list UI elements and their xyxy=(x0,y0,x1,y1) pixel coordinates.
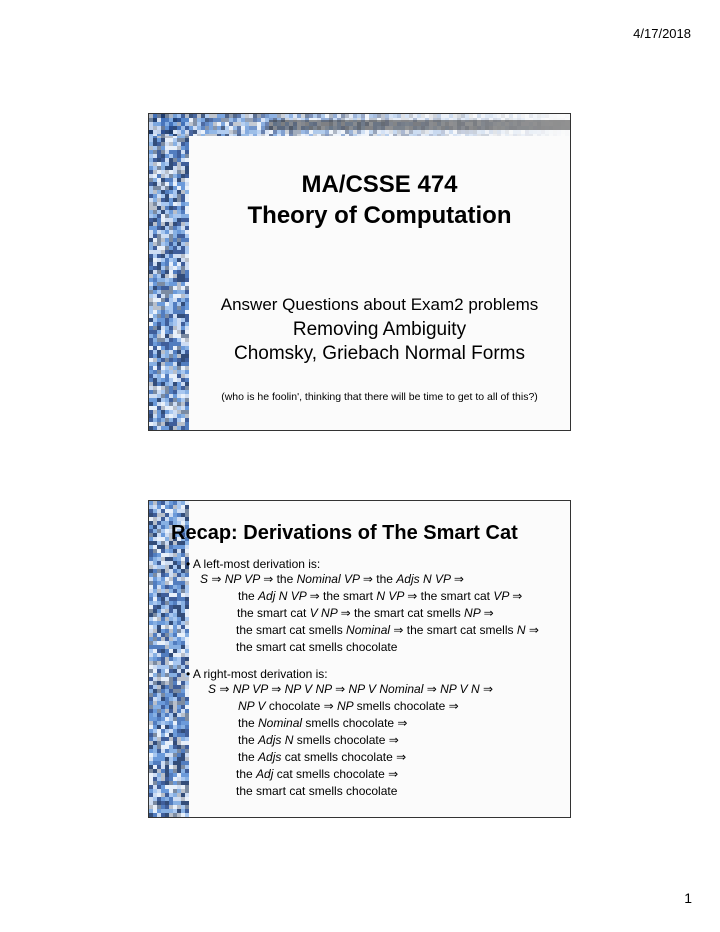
symbol-term: NP xyxy=(333,699,357,713)
symbol-term: NP V N xyxy=(436,682,484,696)
symbol-term: Nominal xyxy=(346,623,394,637)
derivation-arrow: ⇒ xyxy=(396,750,407,764)
slide-body xyxy=(149,501,570,817)
slide-note: (who is he foolin', thinking that there will be time to get to all of this?) xyxy=(221,391,538,403)
derivation-arrow: ⇒ xyxy=(219,682,230,696)
derivation-arrow: ⇒ xyxy=(453,572,464,586)
symbol-term: NP V Nominal xyxy=(345,682,427,696)
symbol-term: N xyxy=(516,623,529,637)
word-term: the xyxy=(238,733,259,747)
derivation-arrow: ⇒ xyxy=(407,589,418,603)
word-term: the xyxy=(372,572,397,586)
word-term: the smart cat smells chocolate xyxy=(236,784,398,798)
topic-normal-forms: Chomsky, Griebach Normal Forms xyxy=(233,343,526,364)
topic-exam: Answer Questions about Exam2 problems xyxy=(220,295,539,314)
symbol-term: N VP xyxy=(376,589,408,603)
symbol-term: Adj N VP xyxy=(258,589,310,603)
symbol-term: Adjs xyxy=(258,750,285,764)
derivation-arrow: ⇒ xyxy=(340,606,351,620)
word-term: the xyxy=(236,767,257,781)
title-slide xyxy=(148,113,571,431)
symbol-term: VP xyxy=(493,589,513,603)
derivation-arrow: ⇒ xyxy=(309,589,320,603)
derivation-arrow: ⇒ xyxy=(512,589,523,603)
derivation-arrow: ⇒ xyxy=(483,606,494,620)
derivation-line xyxy=(200,572,464,587)
symbol-term: Nominal VP xyxy=(296,572,363,586)
derivation-arrow: ⇒ xyxy=(263,572,274,586)
derivation-line xyxy=(236,623,539,638)
word-term: cat smells chocolate xyxy=(284,750,397,764)
word-term: the smart cat smells chocolate xyxy=(236,640,398,654)
symbol-term: NP xyxy=(464,606,484,620)
word-term: smells chocolate xyxy=(305,716,398,730)
derivation-arrow: ⇒ xyxy=(362,572,373,586)
word-term: smells chocolate xyxy=(356,699,449,713)
word-term: the smart cat xyxy=(237,606,310,620)
page-date: 4/17/2018 xyxy=(633,26,691,41)
derivation-line xyxy=(238,750,406,765)
topic-ambiguity: Removing Ambiguity xyxy=(292,319,467,340)
derivation-arrow: ⇒ xyxy=(271,682,282,696)
derivation-line xyxy=(237,606,494,621)
derivation-line xyxy=(238,733,399,748)
derivation-arrow: ⇒ xyxy=(388,767,399,781)
word-term: smells chocolate xyxy=(296,733,389,747)
derivation-slide xyxy=(148,500,571,818)
word-term: the xyxy=(273,572,297,586)
word-term: the smart cat smells xyxy=(350,606,465,620)
word-term: the smart cat smells xyxy=(236,623,347,637)
slide-title: Recap: Derivations of The Smart Cat xyxy=(171,522,518,544)
slide-title xyxy=(189,169,570,231)
word-term: chocolate xyxy=(268,699,324,713)
page-number: 1 xyxy=(684,890,692,906)
derivation-arrow: ⇒ xyxy=(393,623,404,637)
derivation-arrow: ⇒ xyxy=(397,716,408,730)
symbol-term: Nominal xyxy=(258,716,306,730)
word-term: cat smells chocolate xyxy=(276,767,389,781)
symbol-term: V NP xyxy=(309,606,341,620)
derivation-arrow: ⇒ xyxy=(528,623,539,637)
word-term: the smart cat xyxy=(417,589,494,603)
word-term: the xyxy=(238,589,259,603)
derivation-line xyxy=(238,716,407,731)
derivation-arrow: ⇒ xyxy=(448,699,459,713)
derivation-line xyxy=(236,640,397,655)
rightmost-intro: • A right-most derivation is: xyxy=(186,667,328,681)
decorative-mosaic-bar xyxy=(149,114,571,136)
word-term: the smart cat smells xyxy=(403,623,517,637)
symbol-term: NP VP xyxy=(221,572,264,586)
derivation-arrow: ⇒ xyxy=(335,682,346,696)
symbol-term: S xyxy=(208,682,220,696)
decorative-mosaic-strip xyxy=(149,114,189,431)
derivation-line xyxy=(238,589,522,604)
symbol-term: Adjs N VP xyxy=(396,572,454,586)
symbol-term: NP V xyxy=(238,699,269,713)
derivation-line xyxy=(236,784,397,799)
derivation-arrow: ⇒ xyxy=(426,682,437,696)
leftmost-intro: • A left-most derivation is: xyxy=(186,557,321,571)
word-term: the xyxy=(238,716,259,730)
word-term: the smart xyxy=(319,589,377,603)
derivation-arrow: ⇒ xyxy=(388,733,399,747)
symbol-term: NP V NP xyxy=(281,682,336,696)
symbol-term: S xyxy=(200,572,212,586)
course-code: MA/CSSE 474 xyxy=(301,171,458,198)
symbol-term: Adj xyxy=(256,767,277,781)
derivation-arrow: ⇒ xyxy=(323,699,334,713)
symbol-term: NP VP xyxy=(229,682,272,696)
word-term: the xyxy=(238,750,259,764)
derivation-line xyxy=(208,682,493,697)
derivation-line xyxy=(238,699,459,714)
derivation-arrow: ⇒ xyxy=(211,572,222,586)
derivation-line xyxy=(236,767,398,782)
course-name: Theory of Computation xyxy=(247,202,512,229)
symbol-term: Adjs N xyxy=(258,733,297,747)
derivation-arrow: ⇒ xyxy=(483,682,494,696)
